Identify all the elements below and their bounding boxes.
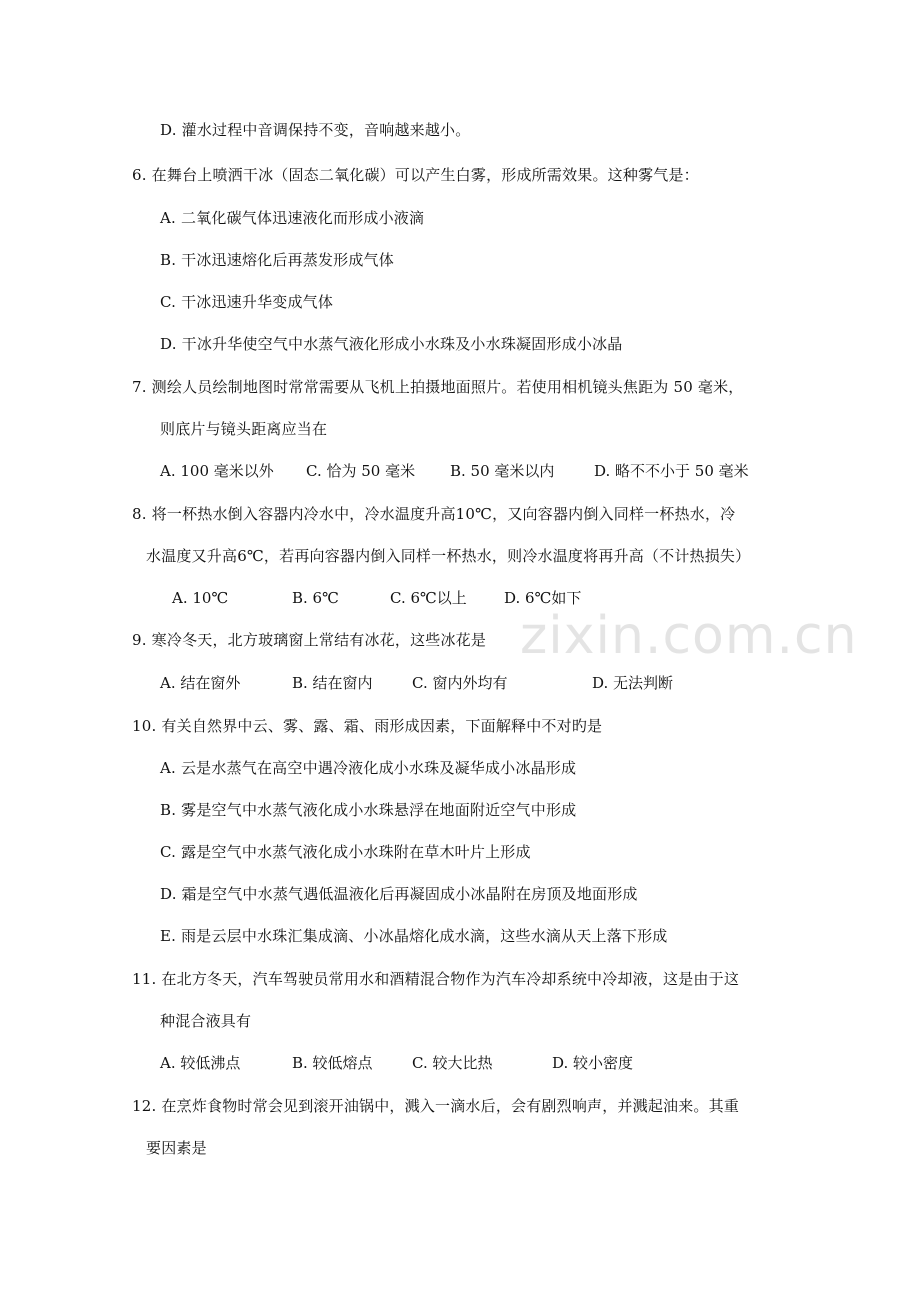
q8-stem-line2: 水温度又升高6℃，若再向容器内倒入同样一杯热水，则冷水温度将再升高（不计热损失）	[146, 547, 751, 565]
q6-option-b: B. 干冰迅速熔化后再蒸发形成气体	[160, 251, 394, 269]
q8-option-c: C. 6℃以上	[390, 589, 467, 607]
q8-stem-line1: 8. 将一杯热水倒入容器内冷水中，冷水温度升高10℃，又向容器内倒入同样一杯热水，冷	[132, 505, 736, 523]
q8-option-a: A. 10℃	[172, 589, 229, 607]
q7-option-c: C. 恰为 50 毫米	[306, 462, 416, 480]
q10-option-e: E. 雨是云层中水珠汇集成滴、小冰晶熔化成水滴，这些水滴从天上落下形成	[160, 927, 668, 945]
q7-option-b: B. 50 毫米以内	[450, 462, 555, 480]
q5-option-d: D. 灌水过程中音调保持不变，音响越来越小。	[160, 121, 471, 139]
q6-option-c: C. 干冰迅速升华变成气体	[160, 293, 334, 311]
q12-stem-line1: 12. 在烹炸食物时常会见到滚开油锅中，溅入一滴水后，会有剧烈响声，并溅起油来。其重	[132, 1097, 740, 1115]
q12-stem-line2: 要因素是	[146, 1139, 207, 1157]
q9-option-a: A. 结在窗外	[160, 674, 241, 692]
q10-option-b: B. 雾是空气中水蒸气液化成小水珠悬浮在地面附近空气中形成	[160, 801, 577, 819]
q10-stem: 10. 有关自然界中云、雾、露、霜、雨形成因素，下面解释中不对旳是	[132, 717, 603, 735]
q7-stem-line2: 则底片与镜头距离应当在	[160, 420, 328, 438]
q11-stem-line2: 种混合液具有	[160, 1012, 252, 1030]
q8-options	[172, 588, 612, 608]
q11-option-b: B. 较低熔点	[292, 1054, 373, 1072]
q6-option-d: D. 干冰升华使空气中水蒸气液化形成小水珠及小水珠凝固形成小冰晶	[160, 335, 623, 353]
q6-option-a: A. 二氧化碳气体迅速液化而形成小液滴	[160, 209, 425, 227]
q11-option-d: D. 较小密度	[552, 1054, 634, 1072]
q6-stem: 6. 在舞台上喷洒干冰（固态二氧化碳）可以产生白雾，形成所需效果。这种雾气是：	[132, 166, 699, 184]
q7-option-d: D. 略不不小于 50 毫米	[594, 462, 749, 480]
watermark: zixin.com.cn	[520, 606, 858, 666]
q7-stem-line1: 7. 测绘人员绘制地图时常常需要从飞机上拍摄地面照片。若使用相机镜头焦距为 50 毫米，	[132, 378, 744, 396]
q11-options	[160, 1053, 700, 1073]
q11-stem-line1: 11. 在北方冬天，汽车驾驶员常用水和酒精混合物作为汽车冷却系统中冷却液，这是由于这	[132, 970, 740, 988]
q10-option-a: A. 云是水蒸气在高空中遇冷液化成小水珠及凝华成小冰晶形成	[160, 759, 577, 777]
q10-option-d: D. 霜是空气中水蒸气遇低温液化后再凝固成小冰晶附在房顶及地面形成	[160, 885, 638, 903]
q9-stem: 9. 寒冷冬天，北方玻璃窗上常结有冰花，这些冰花是	[132, 631, 487, 649]
q8-option-b: B. 6℃	[292, 589, 339, 607]
q9-option-d: D. 无法判断	[592, 674, 674, 692]
q7-option-a: A. 100 毫米以外	[160, 462, 274, 480]
q9-option-c: C. 窗内外均有	[412, 674, 508, 692]
q11-option-a: A. 较低沸点	[160, 1054, 241, 1072]
q11-option-c: C. 较大比热	[412, 1054, 493, 1072]
q9-option-b: B. 结在窗内	[292, 674, 373, 692]
q10-option-c: C. 露是空气中水蒸气液化成小水珠附在草木叶片上形成	[160, 843, 531, 861]
q8-option-d: D. 6℃如下	[504, 589, 582, 607]
q7-options	[160, 461, 800, 481]
q9-options	[160, 673, 700, 693]
